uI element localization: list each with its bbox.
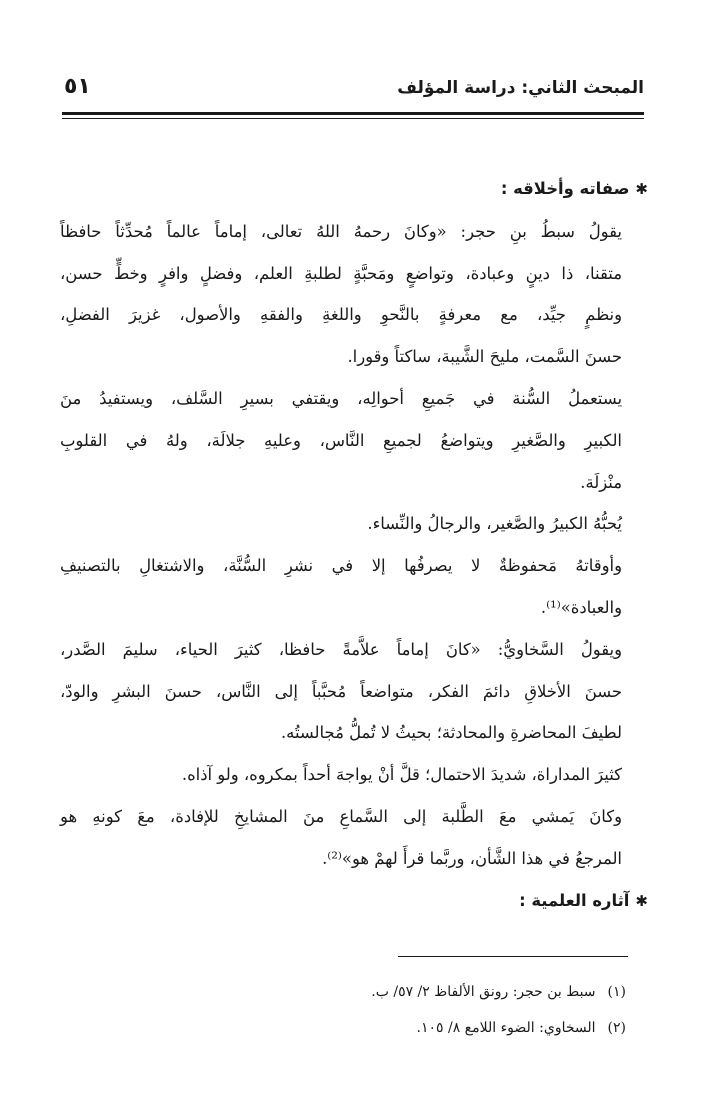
footnote-item: (١)سبط بن حجر: رونق الألفاظ ٢/ ٥٧/ ب. [371,984,626,1000]
section-heading-works: ✱آثاره العلمية : [519,890,648,910]
paragraph: وكانَ يَمشي معَ الطَّلبة إلى السَّماعِ منَ المشايخِ للإفادة، معَ كونهِ هو المرجعُ في هذا الشَّأن، وربَّما قرأَ لهمْ هو»⁽²⁾. [60,806,622,868]
header-title: المبحث الثاني: دراسة المؤلف [397,78,644,98]
paragraph: يُحبُّهُ الكبيرُ والصَّغير، والرجالُ والنِّساء. [367,514,622,534]
star-bullet-icon: ✱ [635,891,648,910]
paragraph: يقولُ سبطُ بنِ حجر: «وكانَ رحمهُ اللهُ تعالى، إماماً عالماً مُحدِّثاً حافظاً متقنا، ذا دينٍ وعبادة، وتواضعٍ ومَحبَّةٍ لطلبةِ العلم، وفضلٍ وافرٍ وخطٍّ حسن، ونظمٍ جيِّد، مع معرفةٍ بالنَّحوِ واللغةِ والفقهِ والأصول، غزيرَ الفضلِ، حسنَ السَّمت، مليحَ الشَّيبة، ساكتاً وقورا. [60,221,622,367]
paragraph: يستعملُ السُّنة في جَميعِ أحوالِه، ويقتفي بسيرِ السَّلف، ويستفيدُ منَ الكبيرِ والصَّغيرِ ويتواضعُ لجميعِ النَّاس، وعليهِ جلالَة، ولهُ في القلوبِ منْزلَة. [60,388,622,492]
page-number: ٥١ [64,74,91,99]
header-rule-thick [62,112,644,115]
section-heading-traits: ✱صفاته وأخلاقه : [500,179,648,198]
main-text [60,168,648,922]
footnote-item: (٢)السخاوي: الضوء اللامع ٨/ ١٠٥. [416,1020,626,1036]
footnote-rule [398,956,628,957]
running-header [62,76,644,106]
paragraph: ويقولُ السَّخاويُّ: «كانَ إماماً علاَّمةً حافظا، كثيرَ الحياء، سليمَ الصَّدر، حسنَ الأخلاقِ دائمَ الفكر، متواضعاً مُحبَّباً إلى النَّاس، حسنَ البشرِ والودّ، لطيفَ المحاضرةِ والمحادثة؛ بحيثُ لا تُملُّ مُجالستُه. [60,639,622,743]
star-bullet-icon: ✱ [635,180,648,198]
header-rule-thin [62,118,644,119]
paragraph: كثيرَ المداراة، شديدَ الاحتمال؛ قلَّ أنْ يواجهَ أحداً بمكروه، ولو آذاه. [181,765,622,785]
footnotes [70,974,626,1046]
paragraph: وأوقاتهُ مَحفوظةٌ لا يصرفُها إلا في نشرِ السُّنَّة، والاشتغالِ بالتصنيفِ والعبادة»⁽¹⁾. [60,556,622,617]
